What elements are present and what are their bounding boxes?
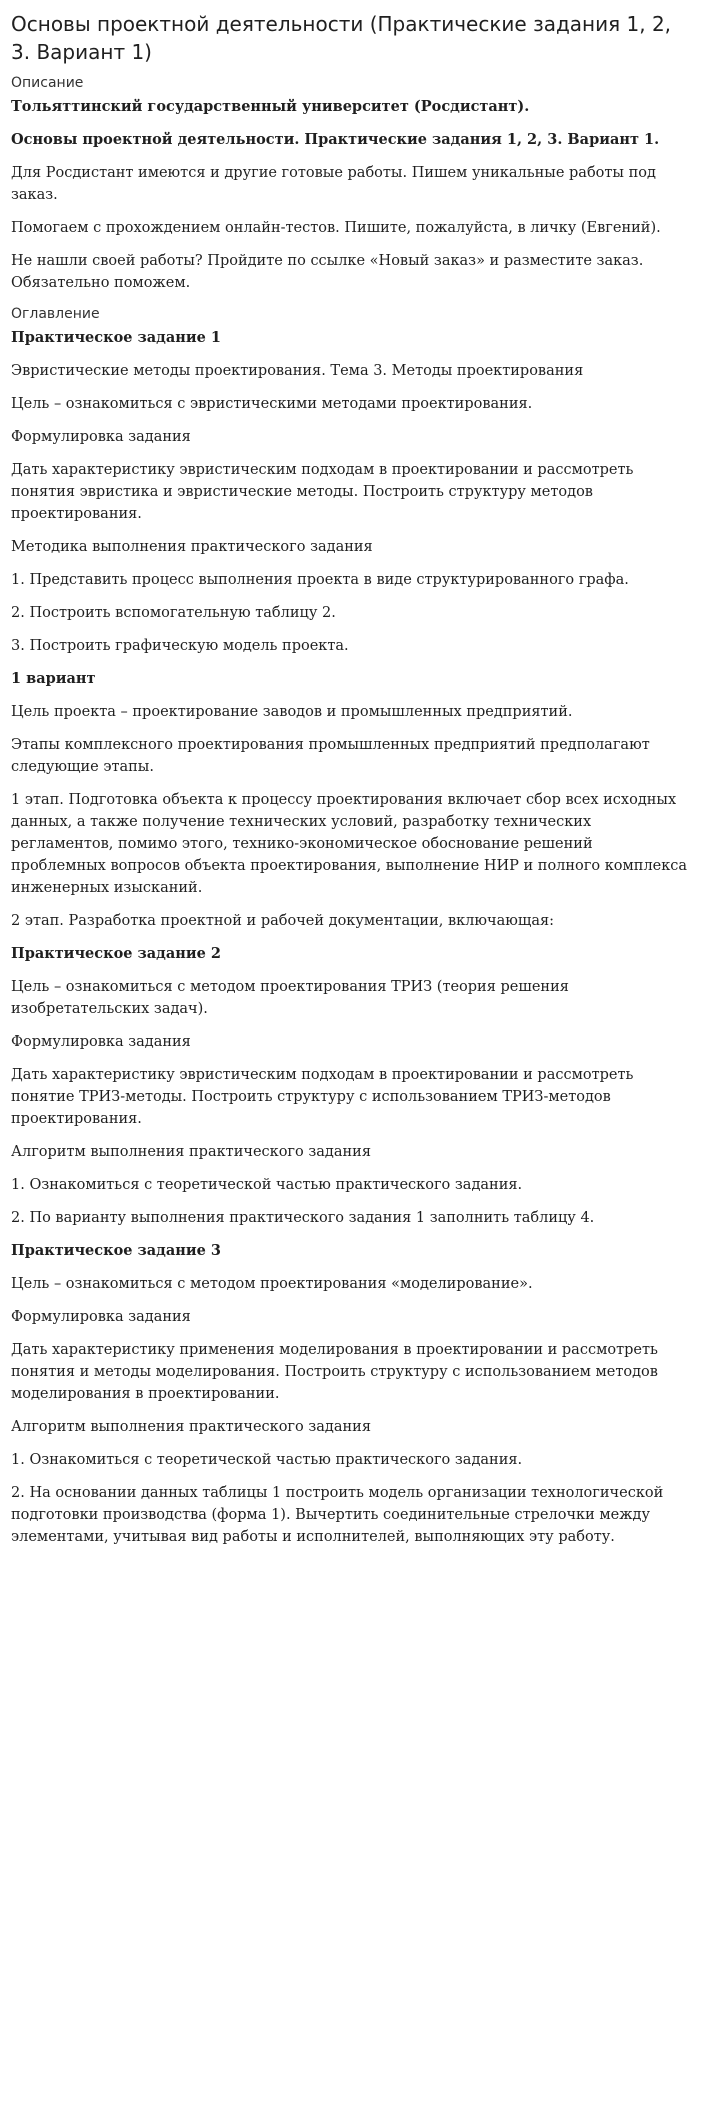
toc-paragraph: 1 вариант — [11, 670, 96, 687]
description-paragraph: Для Росдистант имеются и другие готовые работы. Пишем уникальные работы под заказ. — [11, 165, 656, 203]
toc-paragraph: Формулировка задания — [11, 1309, 191, 1325]
toc-paragraph: Алгоритм выполнения практического задания — [11, 1419, 371, 1435]
document-page — [11, 10, 690, 1548]
toc-paragraph: 1. Ознакомиться с теоретической частью практического задания. — [11, 1452, 523, 1468]
toc-paragraph: 1. Ознакомиться с теоретической частью практического задания. — [11, 1177, 523, 1193]
description-paragraph: Помогаем с прохождением онлайн-тестов. Пишите, пожалуйста, в личку (Евгений). — [11, 220, 661, 236]
toc-paragraph: Эвристические методы проектирования. Тема 3. Методы проектирования — [11, 363, 584, 379]
toc-paragraph: 1. Представить процесс выполнения проекта в виде структурированного графа. — [11, 572, 629, 588]
toc-paragraph: 1 этап. Подготовка объекта к процессу проектирования включает сбор всех исходных данных, а также получение технических условий, разработку технических регламентов, помимо этого, технико-экономическое обоснование решений проблемных вопросов объекта проектирования, выполнение НИР и полного комплекса инженерных изысканий. — [11, 792, 688, 896]
toc-paragraph: Дать характеристику применения моделирования в проектировании и рассмотреть понятия и методы моделирования. Построить структуру с использованием методов моделирования в проектировании. — [11, 1342, 658, 1402]
toc-paragraph: Практическое задание 2 — [11, 945, 221, 962]
toc-paragraph: Этапы комплексного проектирования промышленных предприятий предполагают следующие этапы. — [11, 737, 650, 775]
toc-paragraph: Практическое задание 1 — [11, 329, 221, 346]
toc-paragraph: 2. Построить вспомогательную таблицу 2. — [11, 605, 336, 621]
description-paragraph: Тольяттинский государственный университет (Росдистант). — [11, 98, 530, 115]
description-section — [11, 96, 690, 294]
toc-paragraph: 2. По варианту выполнения практического задания 1 заполнить таблицу 4. — [11, 1210, 595, 1226]
toc-paragraph: 2. На основании данных таблицы 1 построить модель организации технологической подготовки производства (форма 1). Вычертить соединительные стрелочки между элементами, учитывая вид работы и исполнителей, выполняющих эту работу. — [11, 1485, 664, 1545]
toc-paragraph: Цель – ознакомиться с методом проектирования «моделирование». — [11, 1276, 533, 1292]
toc-paragraph: Алгоритм выполнения практического задания — [11, 1144, 371, 1160]
description-paragraph: Основы проектной деятельности. Практические задания 1, 2, 3. Вариант 1. — [11, 131, 660, 148]
toc-paragraph: Дать характеристику эвристическим подходам в проектировании и рассмотреть понятие ТРИЗ-методы. Построить структуру с использованием ТРИЗ-методов проектирования. — [11, 1067, 634, 1127]
toc-paragraph: Формулировка задания — [11, 429, 191, 445]
toc-paragraph: 2 этап. Разработка проектной и рабочей документации, включающая: — [11, 913, 555, 929]
toc-paragraph: Цель – ознакомиться с эвристическими методами проектирования. — [11, 396, 533, 412]
description-paragraph: Не нашли своей работы? Пройдите по ссылке «Новый заказ» и разместите заказ. Обязательно поможем. — [11, 253, 644, 291]
toc-paragraph: 3. Построить графическую модель проекта. — [11, 638, 349, 654]
page-title: Основы проектной деятельности (Практические задания 1, 2, 3. Вариант 1) — [11, 12, 672, 64]
toc-paragraph: Цель проекта – проектирование заводов и промышленных предприятий. — [11, 704, 573, 720]
toc-paragraph: Дать характеристику эвристическим подходам в проектировании и рассмотреть понятия эвристика и эвристические методы. Построить структуру методов проектирования. — [11, 462, 634, 522]
toc-section — [11, 327, 690, 1548]
toc-paragraph: Формулировка задания — [11, 1034, 191, 1050]
description-label: Описание — [11, 75, 84, 91]
toc-paragraph: Практическое задание 3 — [11, 1242, 221, 1259]
toc-paragraph: Методика выполнения практического задания — [11, 539, 373, 555]
toc-label: Оглавление — [11, 306, 100, 322]
toc-paragraph: Цель – ознакомиться с методом проектирования ТРИЗ (теория решения изобретательских задач). — [11, 979, 569, 1017]
